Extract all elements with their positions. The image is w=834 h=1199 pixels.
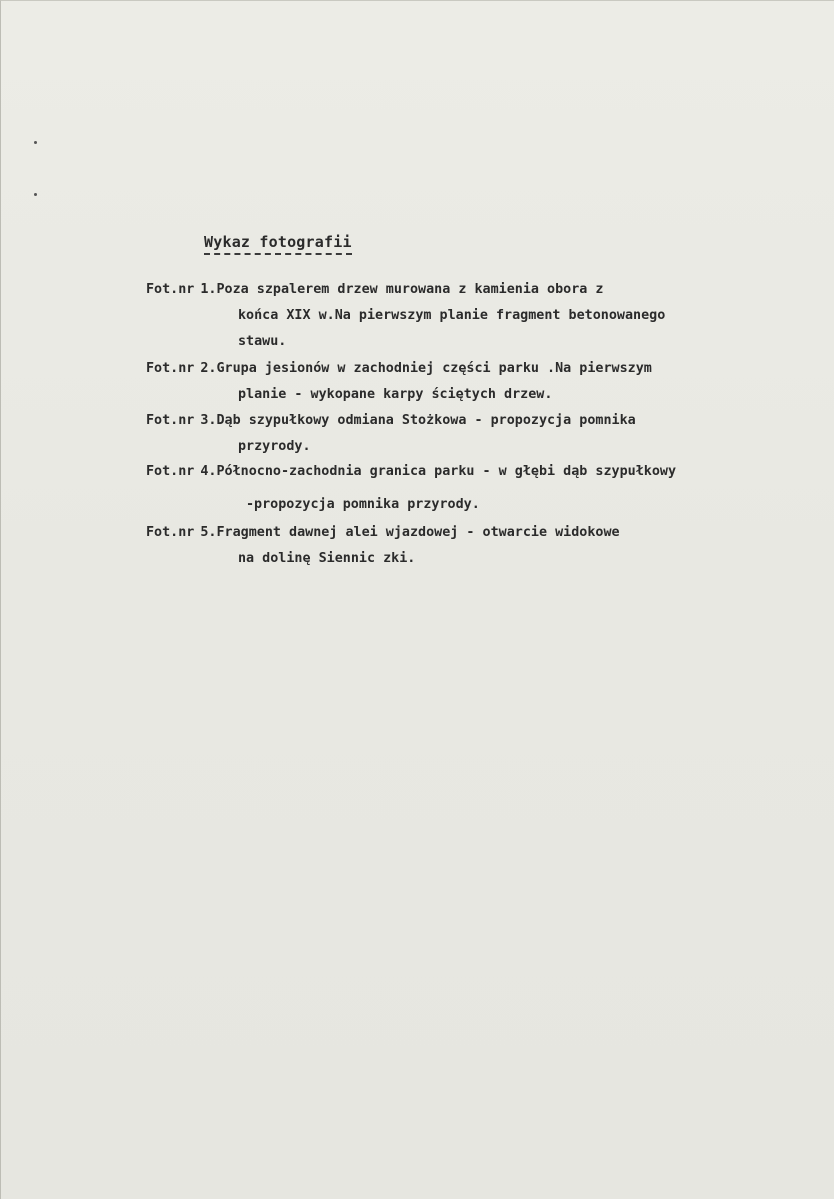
photo-entry-1 [146,282,603,297]
entry-line: końca XIX w.Na pierwszym planie fragment betonowanego [238,308,666,323]
photo-entry-4 [146,464,676,479]
entry-line: przyrody. [238,439,311,454]
entry-line: 5.Fragment dawnej alei wjazdowej - otwarcie widokowe [200,525,620,540]
entry-line: 3.Dąb szypułkowy odmiana Stożkowa - propozycja pomnika [200,413,636,428]
entry-line: na dolinę Siennic zki. [238,551,416,566]
entry-label: Fot.nr [146,282,195,297]
entry-line: planie - wykopane karpy ściętych drzew. [238,387,553,402]
margin-dot [34,193,37,196]
entry-label: Fot.nr [146,525,195,540]
entry-line: 1.Poza szpalerem drzew murowana z kamienia obora z [200,282,604,297]
entry-line: -propozycja pomnika przyrody. [246,497,480,512]
entry-line: stawu. [238,334,287,349]
entry-line: 4.Północno-zachodnia granica parku - w głębi dąb szypułkowy [200,464,677,479]
photo-entry-2 [146,361,652,376]
document-title: Wykaz fotografii [204,233,352,255]
entry-label: Fot.nr [146,361,195,376]
margin-dot [34,141,37,144]
entry-label: Fot.nr [146,464,195,479]
entry-line: 2.Grupa jesionów w zachodniej części parku .Na pierwszym [200,361,652,376]
photo-entry-5 [146,525,620,540]
photo-entry-3 [146,413,636,428]
entry-label: Fot.nr [146,413,195,428]
